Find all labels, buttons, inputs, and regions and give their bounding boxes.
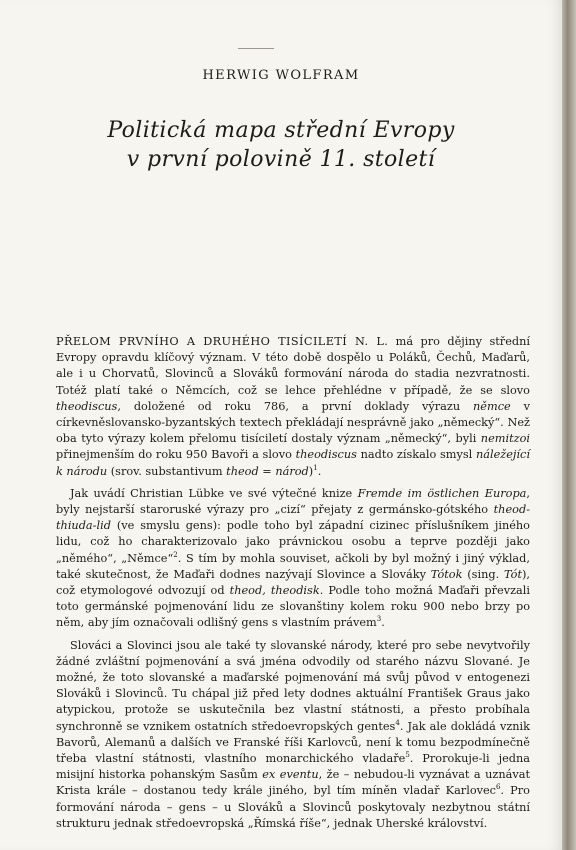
text-run: (ve smyslu gens): podle toho byl západní cizinec příslušníkem jiného lidu, což ho charakterizovalo jako právnickou osobu a teprve později jako „němého“, „Němce“ bbox=[56, 519, 530, 565]
text-run: v církevněslovansko-byzantských textech překládají nesprávně jako „německý“. Než oba tyto výrazy kolem přelomu tisíciletí dostaly význam „německý“, byli bbox=[56, 399, 530, 446]
text-run: ), což etymologové odvozují od bbox=[56, 567, 530, 598]
footnote-ref: 6 bbox=[496, 783, 501, 792]
paragraph-3 bbox=[56, 638, 530, 832]
italic-term: náležející k národu bbox=[56, 448, 530, 478]
opening-lead: PŘELOM PRVNÍHO A DRUHÉHO TISÍCILETÍ N. L. bbox=[56, 335, 389, 348]
footnote-ref: 3 bbox=[376, 615, 382, 624]
text-run: . S tím by mohla souviset, ačkoli by byl možný i jiný výklad, také skutečnost, že Maďaři dodnes nazývají Slovince a Slováky bbox=[56, 551, 530, 581]
header-rule bbox=[238, 48, 274, 49]
text-run: nadto získalo smysl bbox=[356, 448, 476, 462]
italic-term: Tót bbox=[504, 567, 522, 581]
paragraph-1 bbox=[56, 334, 530, 480]
italic-term: Tótok bbox=[430, 567, 463, 581]
footnote-ref: 4 bbox=[395, 718, 400, 727]
title-line-1: Politická mapa střední Evropy bbox=[107, 118, 455, 143]
italic-term: němce bbox=[473, 399, 511, 413]
chapter-author: HERWIG WOLFRAM bbox=[202, 68, 360, 83]
text-run: Slováci a Slovinci jsou ale také ty slovanské národy, které pro sebe nevytvořily žádné zvláštní pojmenování a svá jména odvodily od starého názvu Slované. Je možné, že toto slovanské a maďarské pojmenování má svůj původ v entogenezi Slováků i Slovinců. Tu chápal již před lety dodnes aktuální František Graus jako atypickou, protože se uskutečnila bez vlastní státnosti, a přesto probíhala synchronně se vznikem ostatních středoevropských gentes bbox=[56, 638, 530, 733]
paragraph-2 bbox=[56, 486, 530, 632]
italic-term: theodiscus bbox=[295, 448, 357, 462]
italic-term: theodiscus bbox=[56, 399, 118, 413]
text-run: , doložené od roku 786, a první doklady výrazu bbox=[117, 399, 474, 413]
italic-term: ex eventu bbox=[262, 768, 319, 782]
text-run: Jak uvádí Christian Lübke ve své výtečné knize bbox=[70, 486, 358, 500]
italic-term: theod, theodisk bbox=[229, 584, 320, 598]
text-run: . bbox=[317, 464, 322, 478]
footnote-ref: 1 bbox=[313, 463, 318, 472]
text-run: ) bbox=[308, 464, 314, 478]
chapter-body bbox=[56, 334, 530, 832]
text-run: . Prorokuje-li jedna misijní historka pohanským Sasům bbox=[56, 752, 531, 782]
italic-term: Fremde im östlichen Europa bbox=[357, 486, 527, 500]
footnote-ref: 2 bbox=[173, 550, 178, 559]
text-run: má pro dějiny střední Evropy opravdu klíčový význam. V této době dospělo u Poláků, Čechů, Maďarů, ale i u Chorvatů, Slovinců a Slováků formování národa do stadia nezvratnosti. Totéž platí také o Němcích, což se lehce přehlédne v případě, že se slovo bbox=[56, 335, 530, 397]
italic-term: theod-thiuda-lid bbox=[56, 503, 530, 533]
italic-term: theod = národ bbox=[226, 464, 309, 478]
text-run: (sing. bbox=[462, 567, 504, 581]
text-run: (srov. substantivum bbox=[107, 464, 227, 478]
text-run: . Pro formování národa – gens – u Slováků a Slovinců poskytovaly nezbytnou státní strukturu jednak středoevropská „Římská říše“, jednak Uherské království. bbox=[56, 784, 530, 830]
text-run: . Jak ale dokládá vznik Bavorů, Alemanů a dalších ve Franské říši Karlovců, není k tomu bezpodmínečně třeba vlastní státnosti, vlastního monarchického vladaře bbox=[56, 719, 531, 766]
text-run: , byly nejstarší staroruské výrazy pro „cizí“ přejaty z germánsko-gótského bbox=[56, 486, 530, 517]
text-run: , že – nebudou-li vyznávat a uznávat Krista krále – dostanou tedy krále jiného, byl tím míněn vladař Karlovec bbox=[56, 768, 530, 798]
italic-term: nemitzoi bbox=[480, 432, 530, 446]
text-run: . Podle toho možná Maďaři převzali toto germánské pojmenování lidu ze slovanštiny kolem roku 900 nebo brzy po něm, aby jím označovali odlišný gens s vlastním právem bbox=[56, 584, 530, 630]
chapter-title bbox=[0, 116, 562, 174]
title-line-2: v první polovině 11. století bbox=[126, 147, 436, 172]
page-edge bbox=[562, 0, 576, 850]
text-run: přinejmenším do roku 950 Bavoři a slovo bbox=[56, 448, 296, 462]
footnote-ref: 5 bbox=[405, 751, 410, 760]
text-run: . bbox=[381, 616, 385, 630]
